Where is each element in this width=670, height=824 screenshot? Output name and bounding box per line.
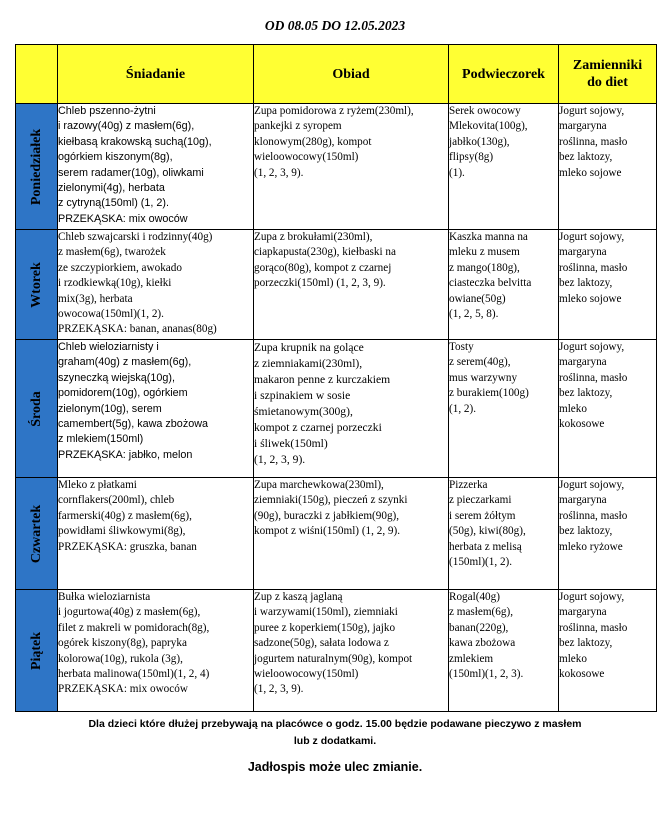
lunch-cell: Zupa z brokułami(230ml), ciapkapusta(230g), kiełbaski na gorąco(80g), kompot z czarnej porzeczki(150ml) (1, 2, 3, 9). [254,230,449,340]
day-row-tuesday [16,230,657,340]
header-breakfast: Śniadanie [58,45,254,104]
day-row-monday [16,104,657,230]
lunch-cell: Zup z kaszą jaglaną i warzywami(150ml), ziemniaki puree z koperkiem(150g), jajko sadzone(50g), sałata lodowa z jogurtem naturalnym(90g), kompot wieloowocowy(150ml) (1, 2, 3, 9). [254,590,449,712]
menu-title: OD 08.05 DO 12.05.2023 [264,18,406,33]
day-row-wednesday [16,340,657,478]
header-corner [16,45,58,104]
substitutes-cell: Jogurt sojowy, margaryna roślinna, masło bez laktozy, mleko sojowe [559,230,657,340]
breakfast-cell: Mleko z płatkami cornflakers(200ml), chleb farmerski(40g) z masłem(6g), powidłami śliwkowymi(8g), PRZEKĄSKA: gruszka, banan [58,478,254,590]
substitutes-cell: Jogurt sojowy, margaryna roślinna, masło bez laktozy, mleko kokosowe [559,590,657,712]
menu-change-notice: Jadłospis może ulec zmianie. [247,760,423,774]
lunch-cell: Zupa krupnik na golące z ziemniakami(230ml), makaron penne z kurczakiem i szpinakiem w sosie śmietanowym(300g), kompot z czarnej porzeczki i śliwek(150ml) (1, 2, 3, 9). [254,340,449,478]
substitutes-cell: Jogurt sojowy, margaryna roślinna, masło bez laktozy, mleko kokosowe [559,340,657,478]
snack-cell: Tosty z serem(40g), mus warzywny z burakiem(100g) (1, 2). [449,340,559,478]
snack-cell: Serek owocowy Mlekovita(100g), jabłko(130g), flipsy(8g) (1). [449,104,559,230]
day-label-cell [16,230,58,340]
breakfast-cell: Chleb wieloziarnisty i graham(40g) z masłem(6g), szyneczką wiejską(10g), pomidorem(10g), ogórkiem zielonym(10g), serem camembert(5g), kawa zbożowa z mlekiem(150ml) PRZEKĄSKA: jabłko, melon [58,340,254,478]
day-name: Wtorek [28,261,44,308]
substitutes-cell: Jogurt sojowy, margaryna roślinna, masło bez laktozy, mleko sojowe [559,104,657,230]
breakfast-cell: Chleb pszenno-żytni i razowy(40g) z masłem(6g), kiełbasą krakowską suchą(10g), ogórkiem kiszonym(8g), serem radamer(10g), oliwkami zielonymi(4g), herbata z cytryną(150ml) (1, 2). PRZEKĄSKA: mix owoców [58,104,254,230]
footnote-line-2: lub z dodatkami. [293,735,377,747]
day-name: Czwartek [28,504,44,563]
day-label-cell [16,590,58,712]
day-label-cell [16,340,58,478]
snack-cell: Kaszka manna na mleku z musem z mango(180g), ciasteczka belvitta owiane(50g) (1, 2, 5, 8). [449,230,559,340]
footnote [0,716,670,750]
substitutes-cell: Jogurt sojowy, margaryna roślinna, masło bez laktozy, mleko ryżowe [559,478,657,590]
day-row-thursday [16,478,657,590]
day-name: Środa [28,390,44,427]
breakfast-cell: Bułka wieloziarnista i jogurtowa(40g) z masłem(6g), filet z makreli w pomidorach(8g), ogórek kiszony(8g), papryka kolorowa(10g), rukola (3g), herbata malinowa(150ml)(1, 2, 4) PRZEKĄSKA: mix owoców [58,590,254,712]
lunch-cell: Zupa marchewkowa(230ml), ziemniaki(150g), pieczeń z szynki (90g), buraczki z jabłkiem(90g), kompot z wiśni(150ml) (1, 2, 9). [254,478,449,590]
footnote-line-1: Dla dzieci które dłużej przebywają na placówce o godz. 15.00 będzie podawane pieczywo z masłem [88,718,582,730]
breakfast-cell: Chleb szwajcarski i rodzinny(40g) z masłem(6g), twarożek ze szczypiorkiem, awokado i rzodkiewką(10g), kiełki mix(3g), herbata owocowa(150ml)(1, 2). PRZEKĄSKA: banan, ananas(80g) [58,230,254,340]
day-label-cell [16,104,58,230]
snack-cell: Rogal(40g) z masłem(6g), banan(220g), kawa zbożowa zmlekiem (150ml)(1, 2, 3). [449,590,559,712]
header-lunch: Obiad [254,45,449,104]
lunch-cell: Zupa pomidorowa z ryżem(230ml), pankejki z syropem klonowym(280g), kompot wieloowocowy(150ml) (1, 2, 3, 9). [254,104,449,230]
day-row-friday [16,590,657,712]
header-substitutes: Zamienniki do diet [559,45,657,104]
day-label-cell [16,478,58,590]
header-snack: Podwieczorek [449,45,559,104]
day-name: Piątek [28,631,44,670]
menu-table [15,44,657,712]
snack-cell: Pizzerka z pieczarkami i serem żółtym (50g), kiwi(80g), herbata z melisą (150ml)(1, 2). [449,478,559,590]
header-row [16,45,657,104]
day-name: Poniedziałek [28,128,44,205]
